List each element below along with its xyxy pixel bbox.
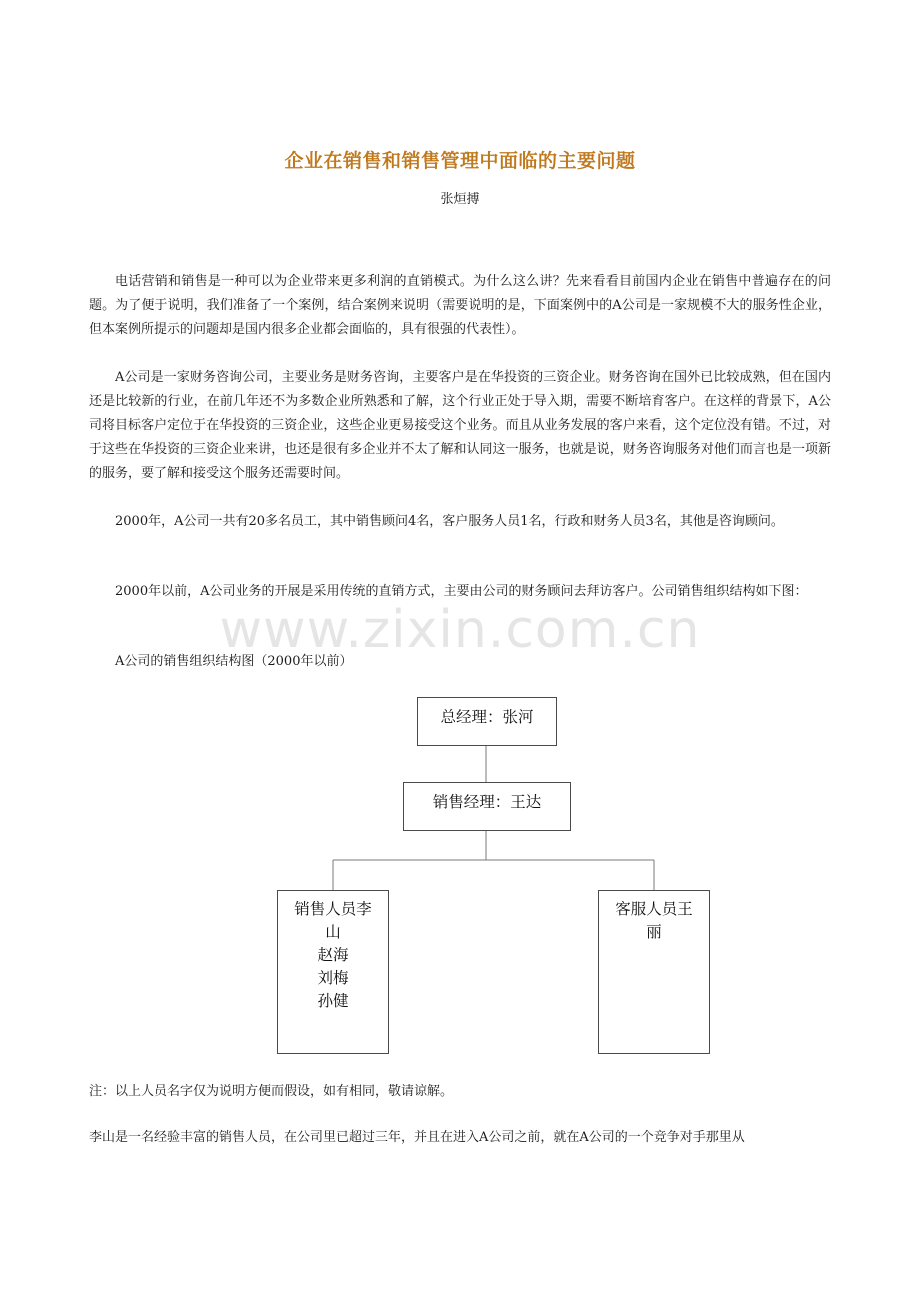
site-watermark: www.zixin.com.cn	[219, 600, 701, 660]
sales-staff-line: 销售人员李	[294, 900, 372, 918]
service-staff-line: 客服人员王	[615, 900, 693, 918]
disclaimer-note: 注：以上人员名字仅为说明方便而假设，如有相同，敬请谅解。	[89, 1084, 454, 1099]
sales-staff-line: 刘梅	[317, 969, 349, 987]
service-staff-line: 丽	[646, 923, 662, 941]
sales-staff-line: 孙健	[317, 992, 349, 1010]
org-box-sales-manager	[403, 782, 571, 831]
sales-staff-line: 赵海	[317, 946, 349, 964]
paragraph-li-shan: 李山是一名经验丰富的销售人员，在公司里已超过三年，并且在进入A公司之前，就在A公司的一个竞争对手那里从	[89, 1130, 745, 1145]
sales-manager-label: 销售经理：王达	[432, 793, 542, 811]
paragraph-intro: 电话营销和销售是一种可以为企业带来更多利润的直销模式。为什么这么讲？先来看看目前国内企业在销售中普遍存在的问题。为了便于说明，我们准备了一个案例，结合案例来说明（需要说明的是，下面案例中的A公司是一家规模不大的服务性企业，但本案例所提示的问题却是国内很多企业都会面临的，具有很强的代表性）。	[89, 274, 831, 337]
paragraph-staff-2000: 2000年，A公司一共有20多名员工，其中销售顾问4名，客户服务人员1名，行政和财务人员3名，其他是咨询顾问。	[115, 514, 784, 529]
org-chart-caption: A公司的销售组织结构图（2000年以前）	[115, 654, 353, 669]
paragraph-before-2000: 2000年以前，A公司业务的开展是采用传统的直销方式，主要由公司的财务顾问去拜访客户。公司销售组织结构如下图：	[115, 584, 808, 599]
document-title: 企业在销售和销售管理中面临的主要问题	[284, 150, 636, 172]
org-box-general-manager	[417, 697, 557, 746]
paragraph-company-background: A公司是一家财务咨询公司，主要业务是财务咨询，主要客户是在华投资的三资企业。财务咨询在国外已比较成熟，但在国内还是比较新的行业，在前几年还不为多数企业所熟悉和了解，这个行业正处于导入期，需要不断培育客户。在这样的背景下，A公司将目标客户定位于在华投资的三资企业，这些企业更易接受这个业务。而且从业务发展的客户来看，这个定位没有错。不过，对于这些在华投资的三资企业来讲，也还是很有多企业并不太了解和认同这一服务，也就是说，财务咨询服务对他们而言也是一项新的服务，要了解和接受这个服务还需要时间。	[89, 370, 831, 481]
general-manager-label: 总经理：张河	[440, 708, 534, 726]
document-author: 张烜搏	[440, 192, 480, 207]
org-box-sales-staff	[277, 890, 389, 1054]
sales-staff-line: 山	[325, 923, 341, 941]
org-box-customer-service	[598, 890, 710, 1054]
